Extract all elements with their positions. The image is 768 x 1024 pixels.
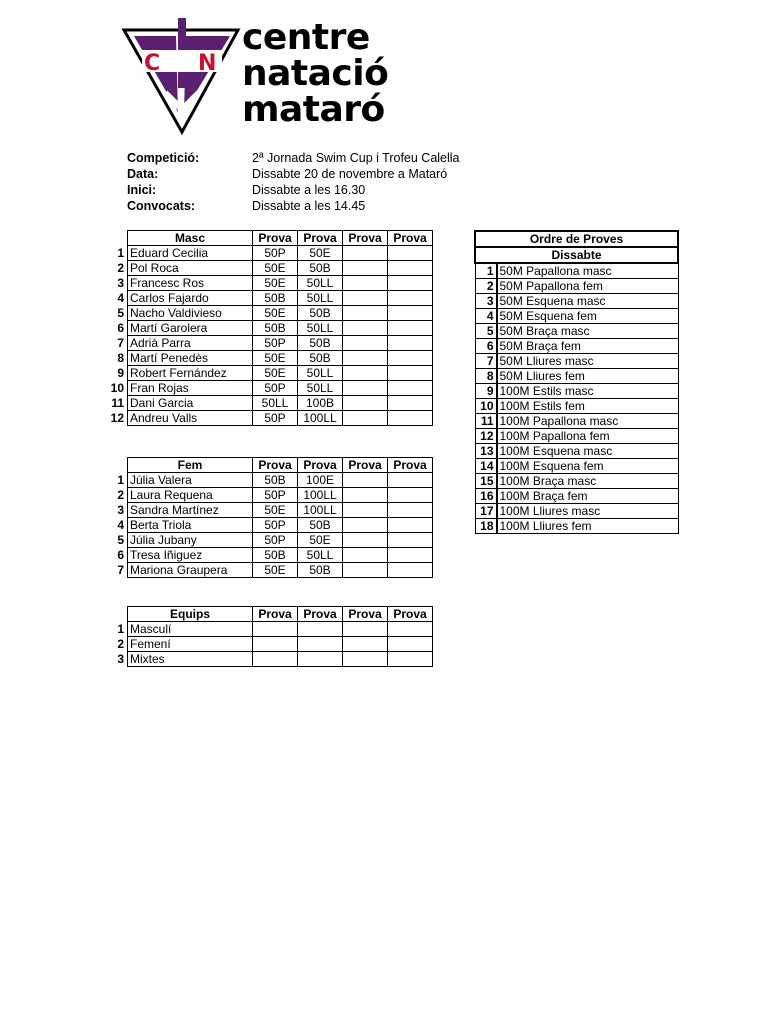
equips-table bbox=[104, 606, 433, 667]
row-number: 2 bbox=[117, 261, 124, 275]
swimmer-name: Adrià Parra bbox=[128, 336, 253, 351]
prova-cell bbox=[388, 246, 433, 261]
prova-cell bbox=[343, 396, 388, 411]
prova-cell: 50P bbox=[253, 488, 298, 503]
event-number: 16 bbox=[475, 489, 497, 504]
prova-cell: 50P bbox=[253, 533, 298, 548]
prova-cell bbox=[388, 637, 433, 652]
row-number: 3 bbox=[117, 652, 124, 666]
swimmer-name: Francesc Ros bbox=[128, 276, 253, 291]
prova-cell bbox=[388, 563, 433, 578]
row-number: 4 bbox=[117, 291, 124, 305]
prova-cell: 50B bbox=[253, 321, 298, 336]
event-name: 100M Papallona fem bbox=[497, 429, 679, 444]
prova-cell: 50P bbox=[253, 518, 298, 533]
prova-cell: 50P bbox=[253, 246, 298, 261]
prova-cell bbox=[343, 306, 388, 321]
info-row bbox=[127, 166, 460, 182]
table-row bbox=[104, 396, 433, 411]
prova-cell bbox=[343, 473, 388, 488]
prova-cell bbox=[388, 518, 433, 533]
prova-header: Prova bbox=[298, 458, 343, 473]
fem-header: Fem bbox=[128, 458, 253, 473]
table-row bbox=[104, 488, 433, 503]
prova-cell bbox=[388, 336, 433, 351]
row-number: 7 bbox=[117, 336, 124, 350]
prova-cell bbox=[388, 366, 433, 381]
order-row bbox=[475, 309, 678, 324]
swimmer-name: Júlia Valera bbox=[128, 473, 253, 488]
row-number: 7 bbox=[117, 563, 124, 577]
event-name: 100M Braça masc bbox=[497, 474, 679, 489]
info-value: Dissabte a les 16.30 bbox=[252, 183, 366, 197]
info-row bbox=[127, 182, 460, 198]
row-number: 5 bbox=[117, 533, 124, 547]
order-row bbox=[475, 414, 678, 429]
event-number: 7 bbox=[475, 354, 497, 369]
masc-table bbox=[104, 230, 433, 426]
order-row bbox=[475, 429, 678, 444]
order-row bbox=[475, 399, 678, 414]
row-number: 10 bbox=[110, 381, 124, 395]
table-row bbox=[104, 533, 433, 548]
event-name: 50M Lliures fem bbox=[497, 369, 679, 384]
prova-cell bbox=[343, 652, 388, 667]
swimmer-name: Mixtes bbox=[128, 652, 253, 667]
title-line-3: mataró bbox=[242, 89, 385, 130]
prova-cell bbox=[343, 503, 388, 518]
swimmer-name: Martí Penedès bbox=[128, 351, 253, 366]
swimmer-name: Sandra Martínez bbox=[128, 503, 253, 518]
event-name: 50M Papallona masc bbox=[497, 263, 679, 279]
prova-cell: 50E bbox=[253, 503, 298, 518]
competition-info bbox=[127, 150, 460, 214]
prova-cell bbox=[343, 622, 388, 637]
table-row bbox=[104, 411, 433, 426]
prova-cell bbox=[343, 366, 388, 381]
info-label: Competició: bbox=[127, 151, 200, 165]
prova-cell: 50E bbox=[298, 533, 343, 548]
table-row bbox=[104, 306, 433, 321]
event-name: 50M Papallona fem bbox=[497, 279, 679, 294]
order-row bbox=[475, 354, 678, 369]
row-number: 3 bbox=[117, 276, 124, 290]
row-number: 1 bbox=[117, 473, 124, 487]
order-row bbox=[475, 519, 678, 534]
table-row bbox=[104, 276, 433, 291]
prova-header: Prova bbox=[388, 607, 433, 622]
swimmer-name: Nacho Valdivieso bbox=[128, 306, 253, 321]
event-name: 100M Esquena masc bbox=[497, 444, 679, 459]
info-row bbox=[127, 150, 460, 166]
prova-cell bbox=[388, 411, 433, 426]
order-row bbox=[475, 459, 678, 474]
table-row bbox=[104, 321, 433, 336]
order-row bbox=[475, 324, 678, 339]
prova-cell: 50P bbox=[253, 381, 298, 396]
prova-header: Prova bbox=[343, 607, 388, 622]
prova-cell: 50LL bbox=[298, 291, 343, 306]
event-name: 50M Braça masc bbox=[497, 324, 679, 339]
prova-cell bbox=[388, 321, 433, 336]
swimmer-name: Dani Garcia bbox=[128, 396, 253, 411]
event-number: 5 bbox=[475, 324, 497, 339]
prova-cell bbox=[343, 291, 388, 306]
table-row bbox=[104, 518, 433, 533]
row-number: 2 bbox=[117, 637, 124, 651]
prova-cell: 50LL bbox=[298, 321, 343, 336]
prova-cell bbox=[253, 637, 298, 652]
prova-cell: 50LL bbox=[298, 366, 343, 381]
swimmer-name: Eduard Cecilia bbox=[128, 246, 253, 261]
prova-header: Prova bbox=[388, 458, 433, 473]
prova-cell bbox=[343, 381, 388, 396]
swimmer-name: Martí Garolera bbox=[128, 321, 253, 336]
event-name: 100M Lliures fem bbox=[497, 519, 679, 534]
event-name: 100M Estils fem bbox=[497, 399, 679, 414]
table-row bbox=[104, 622, 433, 637]
event-name: 50M Lliures masc bbox=[497, 354, 679, 369]
table-row bbox=[104, 503, 433, 518]
order-row bbox=[475, 279, 678, 294]
row-number: 9 bbox=[117, 366, 124, 380]
prova-cell: 50B bbox=[253, 473, 298, 488]
event-number: 2 bbox=[475, 279, 497, 294]
order-row bbox=[475, 444, 678, 459]
row-number: 6 bbox=[117, 548, 124, 562]
table-header-row bbox=[104, 458, 433, 473]
prova-header: Prova bbox=[253, 231, 298, 246]
prova-cell: 50E bbox=[253, 261, 298, 276]
prova-cell: 50B bbox=[298, 261, 343, 276]
prova-cell bbox=[388, 652, 433, 667]
prova-cell bbox=[298, 637, 343, 652]
event-number: 11 bbox=[475, 414, 497, 429]
event-number: 13 bbox=[475, 444, 497, 459]
prova-cell bbox=[343, 488, 388, 503]
prova-cell: 100LL bbox=[298, 411, 343, 426]
table-row bbox=[104, 261, 433, 276]
prova-cell: 50B bbox=[298, 306, 343, 321]
event-number: 4 bbox=[475, 309, 497, 324]
event-number: 1 bbox=[475, 263, 497, 279]
prova-cell bbox=[388, 351, 433, 366]
prova-cell: 50P bbox=[253, 411, 298, 426]
order-row bbox=[475, 384, 678, 399]
row-number: 4 bbox=[117, 518, 124, 532]
prova-cell: 50E bbox=[253, 306, 298, 321]
info-label: Data: bbox=[127, 167, 159, 181]
prova-cell: 50E bbox=[253, 563, 298, 578]
table-row bbox=[104, 291, 433, 306]
table-row bbox=[104, 473, 433, 488]
prova-cell: 100B bbox=[298, 396, 343, 411]
swimmer-name: Robert Fernández bbox=[128, 366, 253, 381]
event-name: 100M Papallona masc bbox=[497, 414, 679, 429]
event-name: 50M Braça fem bbox=[497, 339, 679, 354]
prova-cell: 50B bbox=[298, 336, 343, 351]
event-name: 100M Esquena fem bbox=[497, 459, 679, 474]
club-logo bbox=[120, 12, 420, 137]
prova-header: Prova bbox=[388, 231, 433, 246]
prova-header: Prova bbox=[343, 458, 388, 473]
prova-header: Prova bbox=[253, 458, 298, 473]
prova-cell bbox=[388, 396, 433, 411]
swimmer-name: Carlos Fajardo bbox=[128, 291, 253, 306]
table-row bbox=[104, 381, 433, 396]
event-name: 50M Esquena masc bbox=[497, 294, 679, 309]
event-number: 14 bbox=[475, 459, 497, 474]
event-number: 12 bbox=[475, 429, 497, 444]
prova-cell: 100E bbox=[298, 473, 343, 488]
prova-header: Prova bbox=[343, 231, 388, 246]
prova-cell: 50B bbox=[298, 518, 343, 533]
prova-cell bbox=[343, 533, 388, 548]
swimmer-name: Masculí bbox=[128, 622, 253, 637]
info-label: Inici: bbox=[127, 183, 157, 197]
event-number: 17 bbox=[475, 504, 497, 519]
table-row bbox=[104, 548, 433, 563]
prova-cell: 100LL bbox=[298, 488, 343, 503]
prova-cell bbox=[343, 321, 388, 336]
table-header-row bbox=[104, 607, 433, 622]
svg-text:N: N bbox=[198, 51, 217, 76]
event-number: 10 bbox=[475, 399, 497, 414]
prova-cell: 50LL bbox=[253, 396, 298, 411]
prova-cell bbox=[343, 637, 388, 652]
prova-cell: 50E bbox=[253, 366, 298, 381]
prova-cell bbox=[253, 622, 298, 637]
row-number: 5 bbox=[117, 306, 124, 320]
prova-cell: 50B bbox=[253, 291, 298, 306]
prova-cell bbox=[388, 503, 433, 518]
event-name: 100M Lliures masc bbox=[497, 504, 679, 519]
event-number: 3 bbox=[475, 294, 497, 309]
fem-table bbox=[104, 457, 433, 578]
swimmer-name: Pol Roca bbox=[128, 261, 253, 276]
prova-cell: 50B bbox=[298, 351, 343, 366]
order-row bbox=[475, 294, 678, 309]
order-day: Dissabte bbox=[475, 247, 678, 263]
club-crest-icon bbox=[120, 12, 242, 137]
prova-cell bbox=[343, 276, 388, 291]
prova-cell bbox=[343, 246, 388, 261]
prova-cell bbox=[253, 652, 298, 667]
prova-cell bbox=[388, 473, 433, 488]
info-value: Dissabte a les 14.45 bbox=[252, 199, 366, 213]
prova-cell: 50E bbox=[253, 276, 298, 291]
swimmer-name: Fran Rojas bbox=[128, 381, 253, 396]
prova-cell: 50E bbox=[298, 246, 343, 261]
prova-cell bbox=[388, 548, 433, 563]
order-row bbox=[475, 369, 678, 384]
prova-cell: 50E bbox=[253, 351, 298, 366]
info-row bbox=[127, 198, 460, 214]
prova-cell bbox=[388, 533, 433, 548]
order-row bbox=[475, 489, 678, 504]
table-row bbox=[104, 652, 433, 667]
prova-cell bbox=[343, 411, 388, 426]
prova-cell bbox=[388, 291, 433, 306]
prova-cell bbox=[298, 622, 343, 637]
swimmer-name: Tresa Iñiguez bbox=[128, 548, 253, 563]
row-number: 12 bbox=[110, 411, 124, 425]
prova-cell bbox=[343, 351, 388, 366]
order-row bbox=[475, 339, 678, 354]
order-row bbox=[475, 474, 678, 489]
prova-cell: 100LL bbox=[298, 503, 343, 518]
event-number: 8 bbox=[475, 369, 497, 384]
order-title: Ordre de Proves bbox=[475, 231, 678, 247]
swimmer-name: Mariona Graupera bbox=[128, 563, 253, 578]
prova-cell: 50B bbox=[253, 548, 298, 563]
title-line-1: centre bbox=[242, 17, 370, 58]
prova-cell: 50LL bbox=[298, 381, 343, 396]
prova-header: Prova bbox=[298, 231, 343, 246]
row-number: 1 bbox=[117, 246, 124, 260]
swimmer-name: Júlia Jubany bbox=[128, 533, 253, 548]
prova-header: Prova bbox=[253, 607, 298, 622]
prova-cell bbox=[388, 622, 433, 637]
equips-header: Equips bbox=[128, 607, 253, 622]
prova-cell bbox=[343, 548, 388, 563]
prova-header: Prova bbox=[298, 607, 343, 622]
prova-cell bbox=[343, 563, 388, 578]
row-number: 8 bbox=[117, 351, 124, 365]
prova-cell: 50LL bbox=[298, 548, 343, 563]
event-number: 6 bbox=[475, 339, 497, 354]
prova-cell: 50LL bbox=[298, 276, 343, 291]
event-number: 9 bbox=[475, 384, 497, 399]
prova-cell: 50P bbox=[253, 336, 298, 351]
prova-cell bbox=[388, 276, 433, 291]
prova-cell bbox=[343, 261, 388, 276]
info-label: Convocats: bbox=[127, 199, 196, 213]
table-row bbox=[104, 366, 433, 381]
prova-cell bbox=[388, 261, 433, 276]
event-number: 18 bbox=[475, 519, 497, 534]
event-name: 100M Braça fem bbox=[497, 489, 679, 504]
prova-cell: 50B bbox=[298, 563, 343, 578]
swimmer-name: Laura Requena bbox=[128, 488, 253, 503]
order-row bbox=[475, 263, 678, 279]
row-number: 1 bbox=[117, 622, 124, 636]
table-row bbox=[104, 336, 433, 351]
row-number: 2 bbox=[117, 488, 124, 502]
row-number: 6 bbox=[117, 321, 124, 335]
prova-cell bbox=[343, 518, 388, 533]
table-row bbox=[104, 246, 433, 261]
order-row bbox=[475, 504, 678, 519]
swimmer-name: Andreu Valls bbox=[128, 411, 253, 426]
swimmer-name: Femení bbox=[128, 637, 253, 652]
order-table bbox=[474, 230, 679, 534]
table-header-row bbox=[104, 231, 433, 246]
svg-text:C: C bbox=[144, 51, 161, 76]
table-row bbox=[104, 637, 433, 652]
prova-cell bbox=[298, 652, 343, 667]
row-number: 11 bbox=[111, 396, 124, 410]
swimmer-name: Berta Triola bbox=[128, 518, 253, 533]
title-line-2: natació bbox=[242, 53, 389, 94]
info-value: Dissabte 20 de novembre a Mataró bbox=[252, 167, 448, 181]
row-number: 3 bbox=[117, 503, 124, 517]
event-name: 100M Estils masc bbox=[497, 384, 679, 399]
info-value: 2ª Jornada Swim Cup i Trofeu Calella bbox=[252, 151, 460, 165]
prova-cell bbox=[388, 381, 433, 396]
table-row bbox=[104, 563, 433, 578]
masc-header: Masc bbox=[128, 231, 253, 246]
prova-cell bbox=[343, 336, 388, 351]
event-name: 50M Esquena fem bbox=[497, 309, 679, 324]
event-number: 15 bbox=[475, 474, 497, 489]
prova-cell bbox=[388, 488, 433, 503]
table-row bbox=[104, 351, 433, 366]
prova-cell bbox=[388, 306, 433, 321]
